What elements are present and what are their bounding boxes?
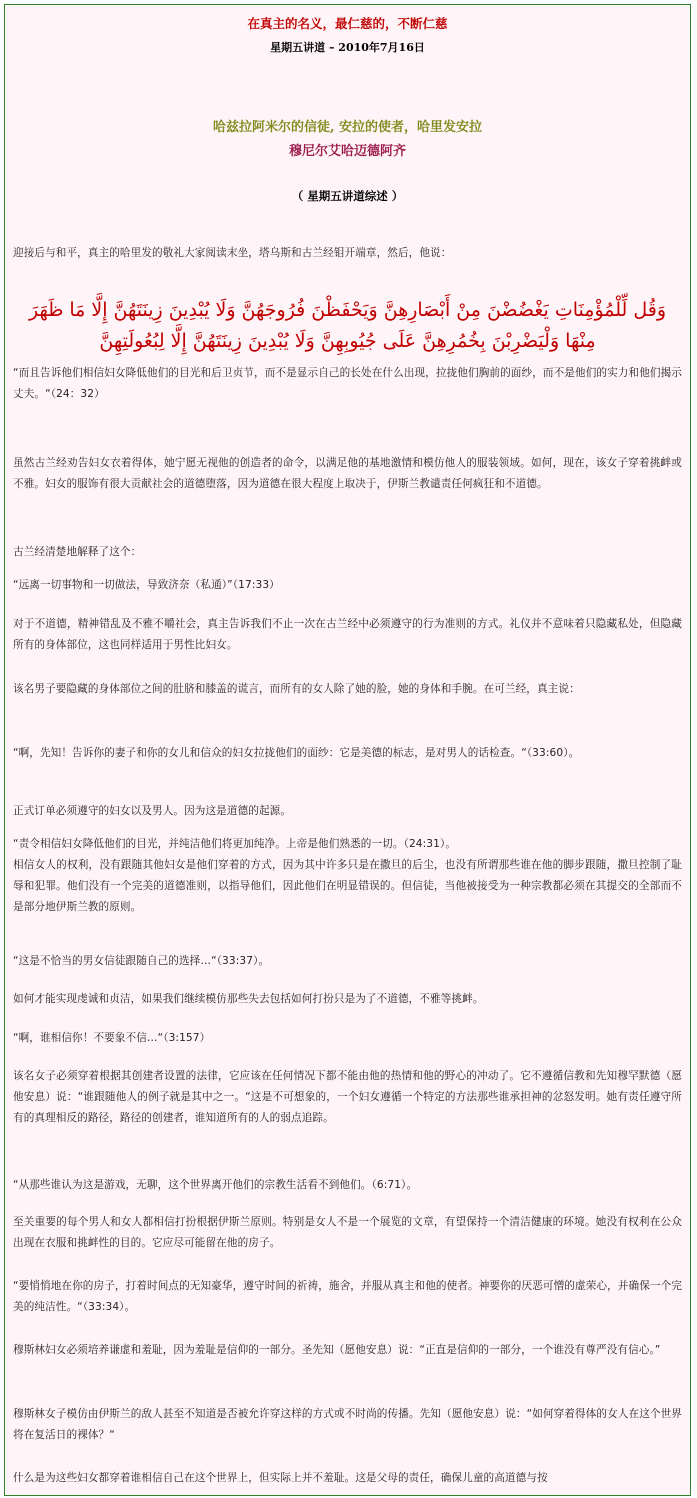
paragraph: 至关重要的每个男人和女人都相信打扮根据伊斯兰原则。特别是女人不是一个展览的文章，有望保持一个清洁健康的环境。她没有权利在公众出现在衣服和挑衅性的目的。它应尽可能留在他的房子。 <box>13 1216 682 1249</box>
paragraph: 虽然古兰经劝告妇女衣着得体，她宁愿无视他的创造者的命令，以满足他的基地激情和模仿他人的服装领域。如何，现在，该女子穿着挑衅或不雅。妇女的服饰有很大贡献社会的道德堕落，因为道德在很大程度上取决于，伊斯兰教谴责任何疯狂和不道德。 <box>13 457 682 490</box>
sermon-date: 星期五讲道 – 2010年7月16日 <box>270 41 425 54</box>
invocation-heading: 在真主的名义，最仁慈的，不断仁慈 <box>247 16 448 31</box>
paragraph: 古兰经清楚地解释了这个： <box>13 546 142 558</box>
paragraph-intro: 迎接后与和平，真主的哈里发的敬礼大家阅读末坐，塔乌斯和古兰经钼开端章，然后，他说： <box>13 247 452 259</box>
khalifa-title: 哈兹拉阿米尔的信徒, 安拉的使者，哈里发安拉 <box>212 120 483 135</box>
paragraph-quote-33-37: “这是不恰当的男女信徒跟随自己的选择…“（33:37）。 <box>13 955 270 967</box>
khalifa-name: 穆尼尔艾哈迈德阿齐 <box>288 144 406 159</box>
paragraph: 该名男子要隐藏的身体部位之间的肚脐和膝盖的谎言，而所有的女人除了她的脸，她的身体和手腕。在可兰经，真主说： <box>13 683 580 695</box>
paragraph: 该名女子必须穿着根据其创建者设置的法律，它应该在任何情况下都不能由他的热情和他的野心的冲动了。它不遵循信教和先知穆罕默德（愿他安息）说：“谁跟随他人的例子就是其中之一。“这是不可想象的，一个妇女遵循一个特定的方法那些谁承担神的忿怒发明。她有责任遵守所有的真理相反的路径，路径的创建者，谁知道所有的人的弱点追踪。 <box>13 1070 682 1124</box>
sermon-summary-label: （ 星期五讲道综述 ） <box>291 189 404 203</box>
paragraph-quote-3-157: “啊，谁相信你！不要象不信…“（3:157） <box>13 1032 211 1044</box>
arabic-verse: وَقُل لِّلْمُؤْمِنَاتِ يَغْضُضْنَ مِنْ أَبْصَارِهِنَّ وَيَحْفَظْنَ فُرُوجَهُنَّ وَلَا يُبْدِينَ زِينَتَهُنَّ إِلَّا مَا ظَهَرَ مِنْهَا وَلْيَضْرِبْنَ بِخُمُرِهِنَّ عَلَى جُيُوبِهِنَّ وَلَا يُبْدِينَ زِينَتَهُنَّ إِلَّا لِبُعُولَتِهِنَّ <box>28 299 667 352</box>
paragraph-quote-17-33: “远离一切事物和一切做法，导致济奈（私通）”（17:33） <box>13 579 280 591</box>
paragraph: 对于不道德，精神错乱及不雅不嚼社会，真主告诉我们不止一次在古兰经中必须遵守的行为准则的方式。礼仪并不意味着只隐藏私处，但隐藏所有的身体部位，这也同样适用于男性比妇女。 <box>13 618 682 651</box>
paragraph-quote-33-60: “啊，先知！告诉你的妻子和你的女儿和信众的妇女拉拢他们的面纱：它是美德的标志，是对男人的话检查。“（33:60）。 <box>13 747 580 759</box>
paragraph-quote-24-31: “责令相信妇女降低他们的目光，并纯洁他们将更加纯净。上帝是他们熟悉的一切。（24:31）。 相信女人的权利，没有跟随其他妇女是他们穿着的方式，因为其中许多只是在撒旦的后尘，也没有所谓那些谁在他的脚步跟随，撒旦控制了耻辱和犯罪。他们没有一个完美的道德准则，以指导他们，因此他们在明显错误的。但信徒，当他被接受为一种宗教都必须在其提交的全部而不是部分地伊斯兰教的原则。 <box>13 838 682 913</box>
paragraph-quote-6-71: “从那些谁认为这是游戏，无聊，这个世界离开他们的宗教生活看不到他们。（6:71）。 <box>13 1179 418 1191</box>
paragraph: 如何才能实现虔诚和贞洁，如果我们继续模仿那些失去包括如何打扮只是为了不道德，不雅等挑衅。 <box>13 993 484 1005</box>
paragraph: 穆斯林女子模仿由伊斯兰的敌人甚至不知道是否被允许穿这样的方式或不时尚的传播。先知（愿他安息）说：“如何穿着得体的女人在这个世界将在复活日的裸体？“ <box>13 1408 682 1441</box>
paragraph-truncated: 什么是为这些妇女都穿着谁相信自己在这个世界上，但实际上并不羞耻。这是父母的责任，确保儿童的高道德与按 <box>13 1472 548 1484</box>
paragraph-quote-33-34: “要悄悄地在你的房子，打着时间点的无知豪华，遵守时间的祈祷，施舍，并服从真主和他的使者。神要你的厌恶可憎的虚荣心，并确保一个完美的纯洁性。“（33:34）。 <box>13 1280 682 1313</box>
paragraph: 正式订单必须遵守的妇女以及男人。因为这是道德的起源。 <box>13 805 292 817</box>
paragraph-quote-24-32: “而且告诉他们相信妇女降低他们的目光和后卫贞节，而不是显示自己的长处在什么出现，拉拢他们胸前的面纱，而不是他们的实力和他们揭示丈夫。“（24：32） <box>13 367 682 400</box>
article-frame <box>4 4 691 1496</box>
paragraph: 穆斯林妇女必须培养谦虚和羞耻，因为羞耻是信仰的一部分。圣先知（愿他安息）说：“正直是信仰的一部分，一个谁没有尊严没有信心。” <box>13 1344 661 1356</box>
